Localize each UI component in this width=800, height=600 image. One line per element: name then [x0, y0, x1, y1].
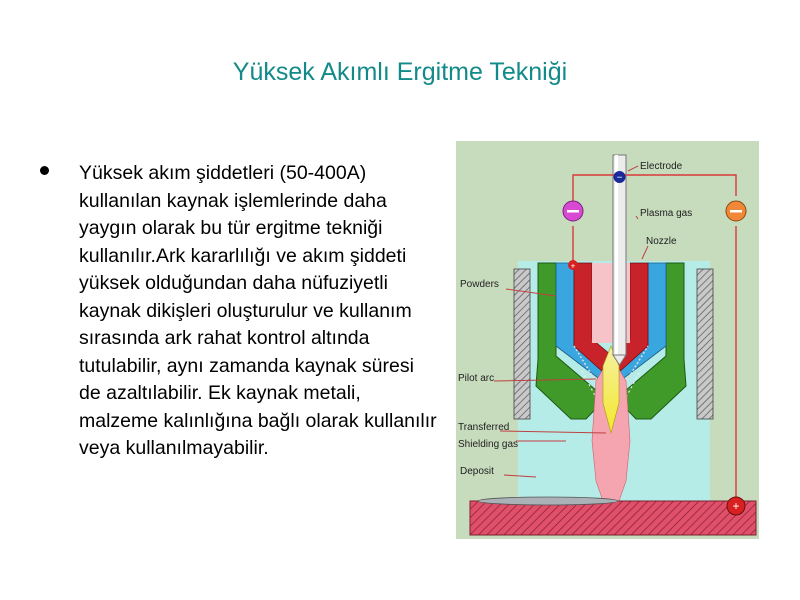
label-nozzle: Nozzle	[646, 236, 677, 247]
electrode	[613, 155, 626, 355]
label-deposit: Deposit	[460, 466, 494, 477]
svg-text:+: +	[570, 261, 576, 271]
plasma-transferred-arc-diagram	[456, 141, 759, 539]
workpiece	[470, 501, 756, 535]
label-electrode: Electrode	[640, 161, 683, 172]
right-shield	[697, 269, 713, 419]
deposit-bead	[478, 497, 618, 505]
workpiece-plus-terminal	[727, 497, 745, 515]
label-plasma-gas: Plasma gas	[640, 208, 693, 219]
label-shielding-gas: Shielding gas	[458, 439, 519, 450]
svg-text:−: −	[616, 172, 623, 184]
bullet-dot	[40, 166, 49, 175]
main-power-supply	[726, 201, 746, 221]
label-powders: Powders	[460, 279, 499, 290]
pilot-power-supply	[563, 201, 583, 221]
label-transferred: Transferred	[458, 422, 510, 433]
bullet-list	[40, 160, 440, 463]
svg-text:+: +	[732, 499, 740, 513]
label-pilot-arc: Pilot arc	[458, 373, 495, 384]
bullet-text: Yüksek akım şiddetleri (50-400A) kullanılan kaynak işlemlerinde daha yaygın olarak bu tür ergitme tekniği kullanılır.Ark kararlılığı ve akım şiddeti yüksek olduğundan daha nüfuziyetli kaynak dikişleri oluşturulur ve kullanım sırasında ark rahat kontrol altında tutulabilir, aynı zamanda kaynak süresi de azaltılabilir. Ek kaynak metali, malzeme kalınlığına bağlı olarak kullanılır veya kullanılmayabilir.	[79, 162, 437, 459]
slide-title: Yüksek Akımlı Ergitme Tekniği	[232, 58, 568, 86]
